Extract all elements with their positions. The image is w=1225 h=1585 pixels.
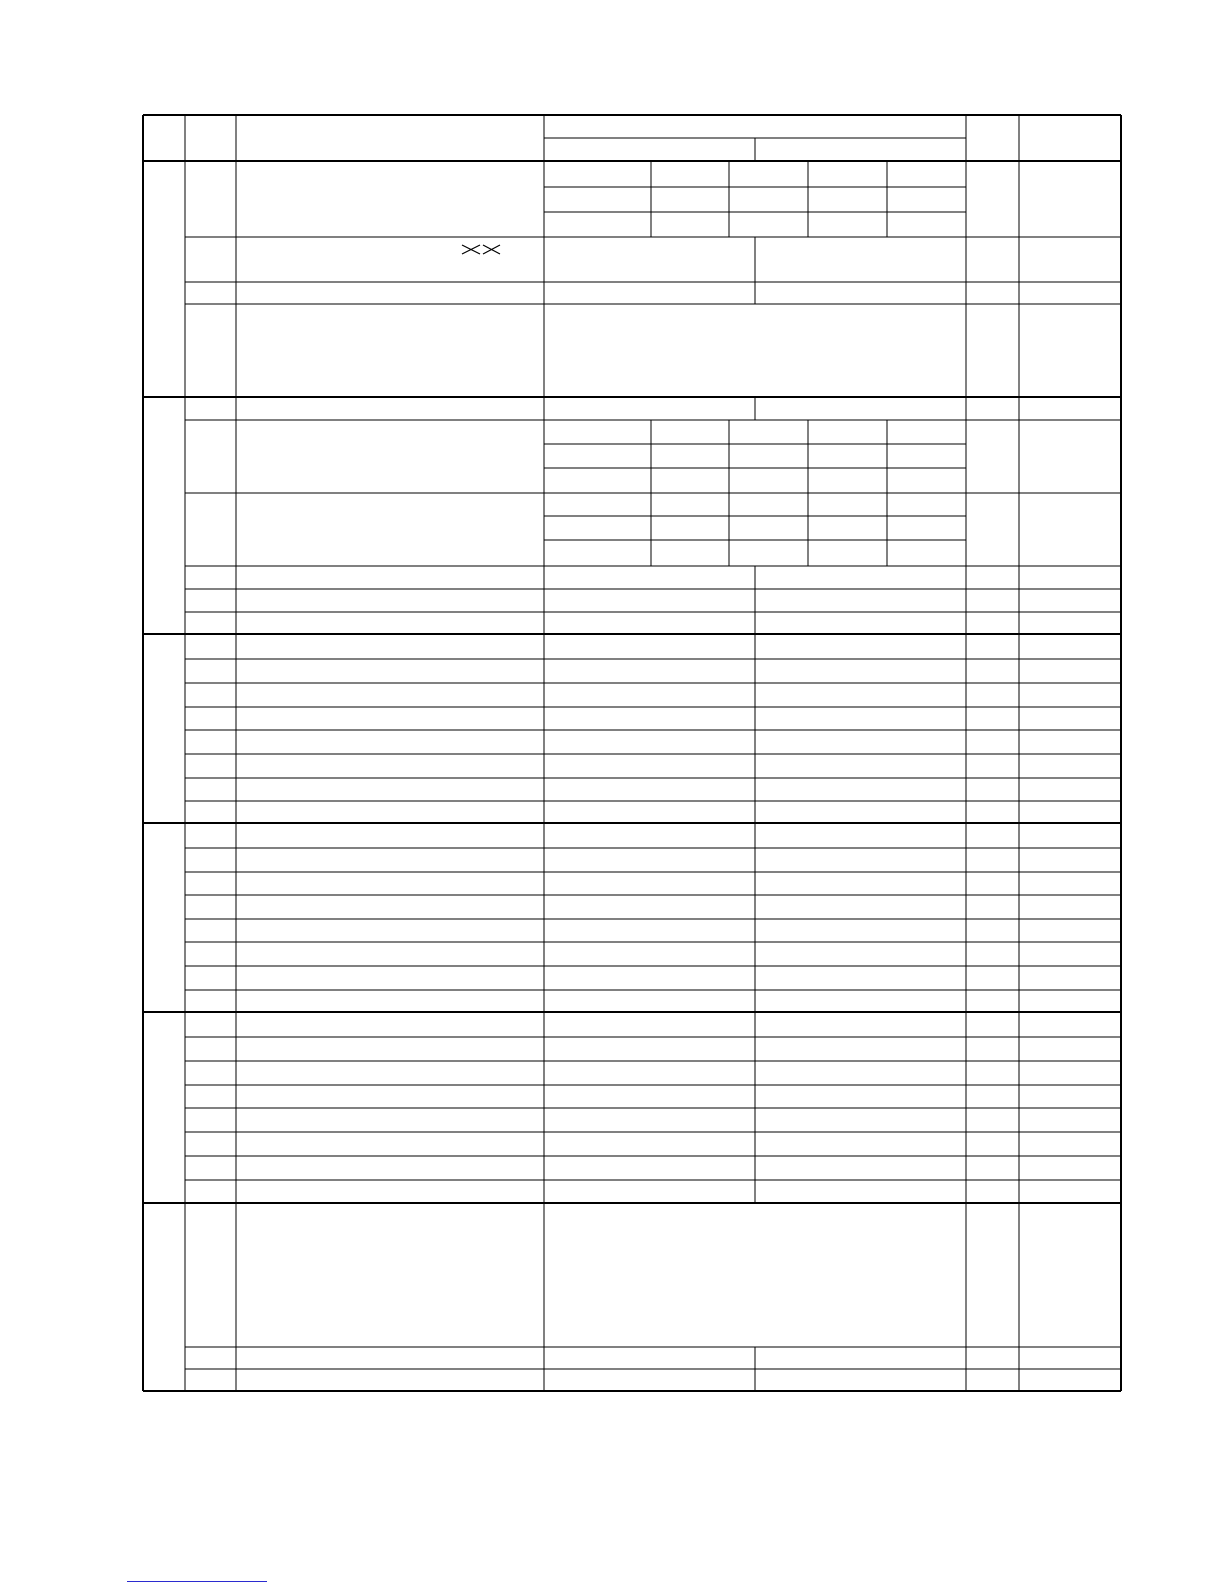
cross-mark-icon: [483, 245, 500, 254]
cross-mark-icon: [462, 245, 480, 254]
table-marks: [462, 245, 500, 254]
table-section-borders: [143, 115, 1121, 1391]
table-grid-lines: [185, 115, 1121, 1391]
page-footer-link-underline[interactable]: [127, 1581, 267, 1582]
